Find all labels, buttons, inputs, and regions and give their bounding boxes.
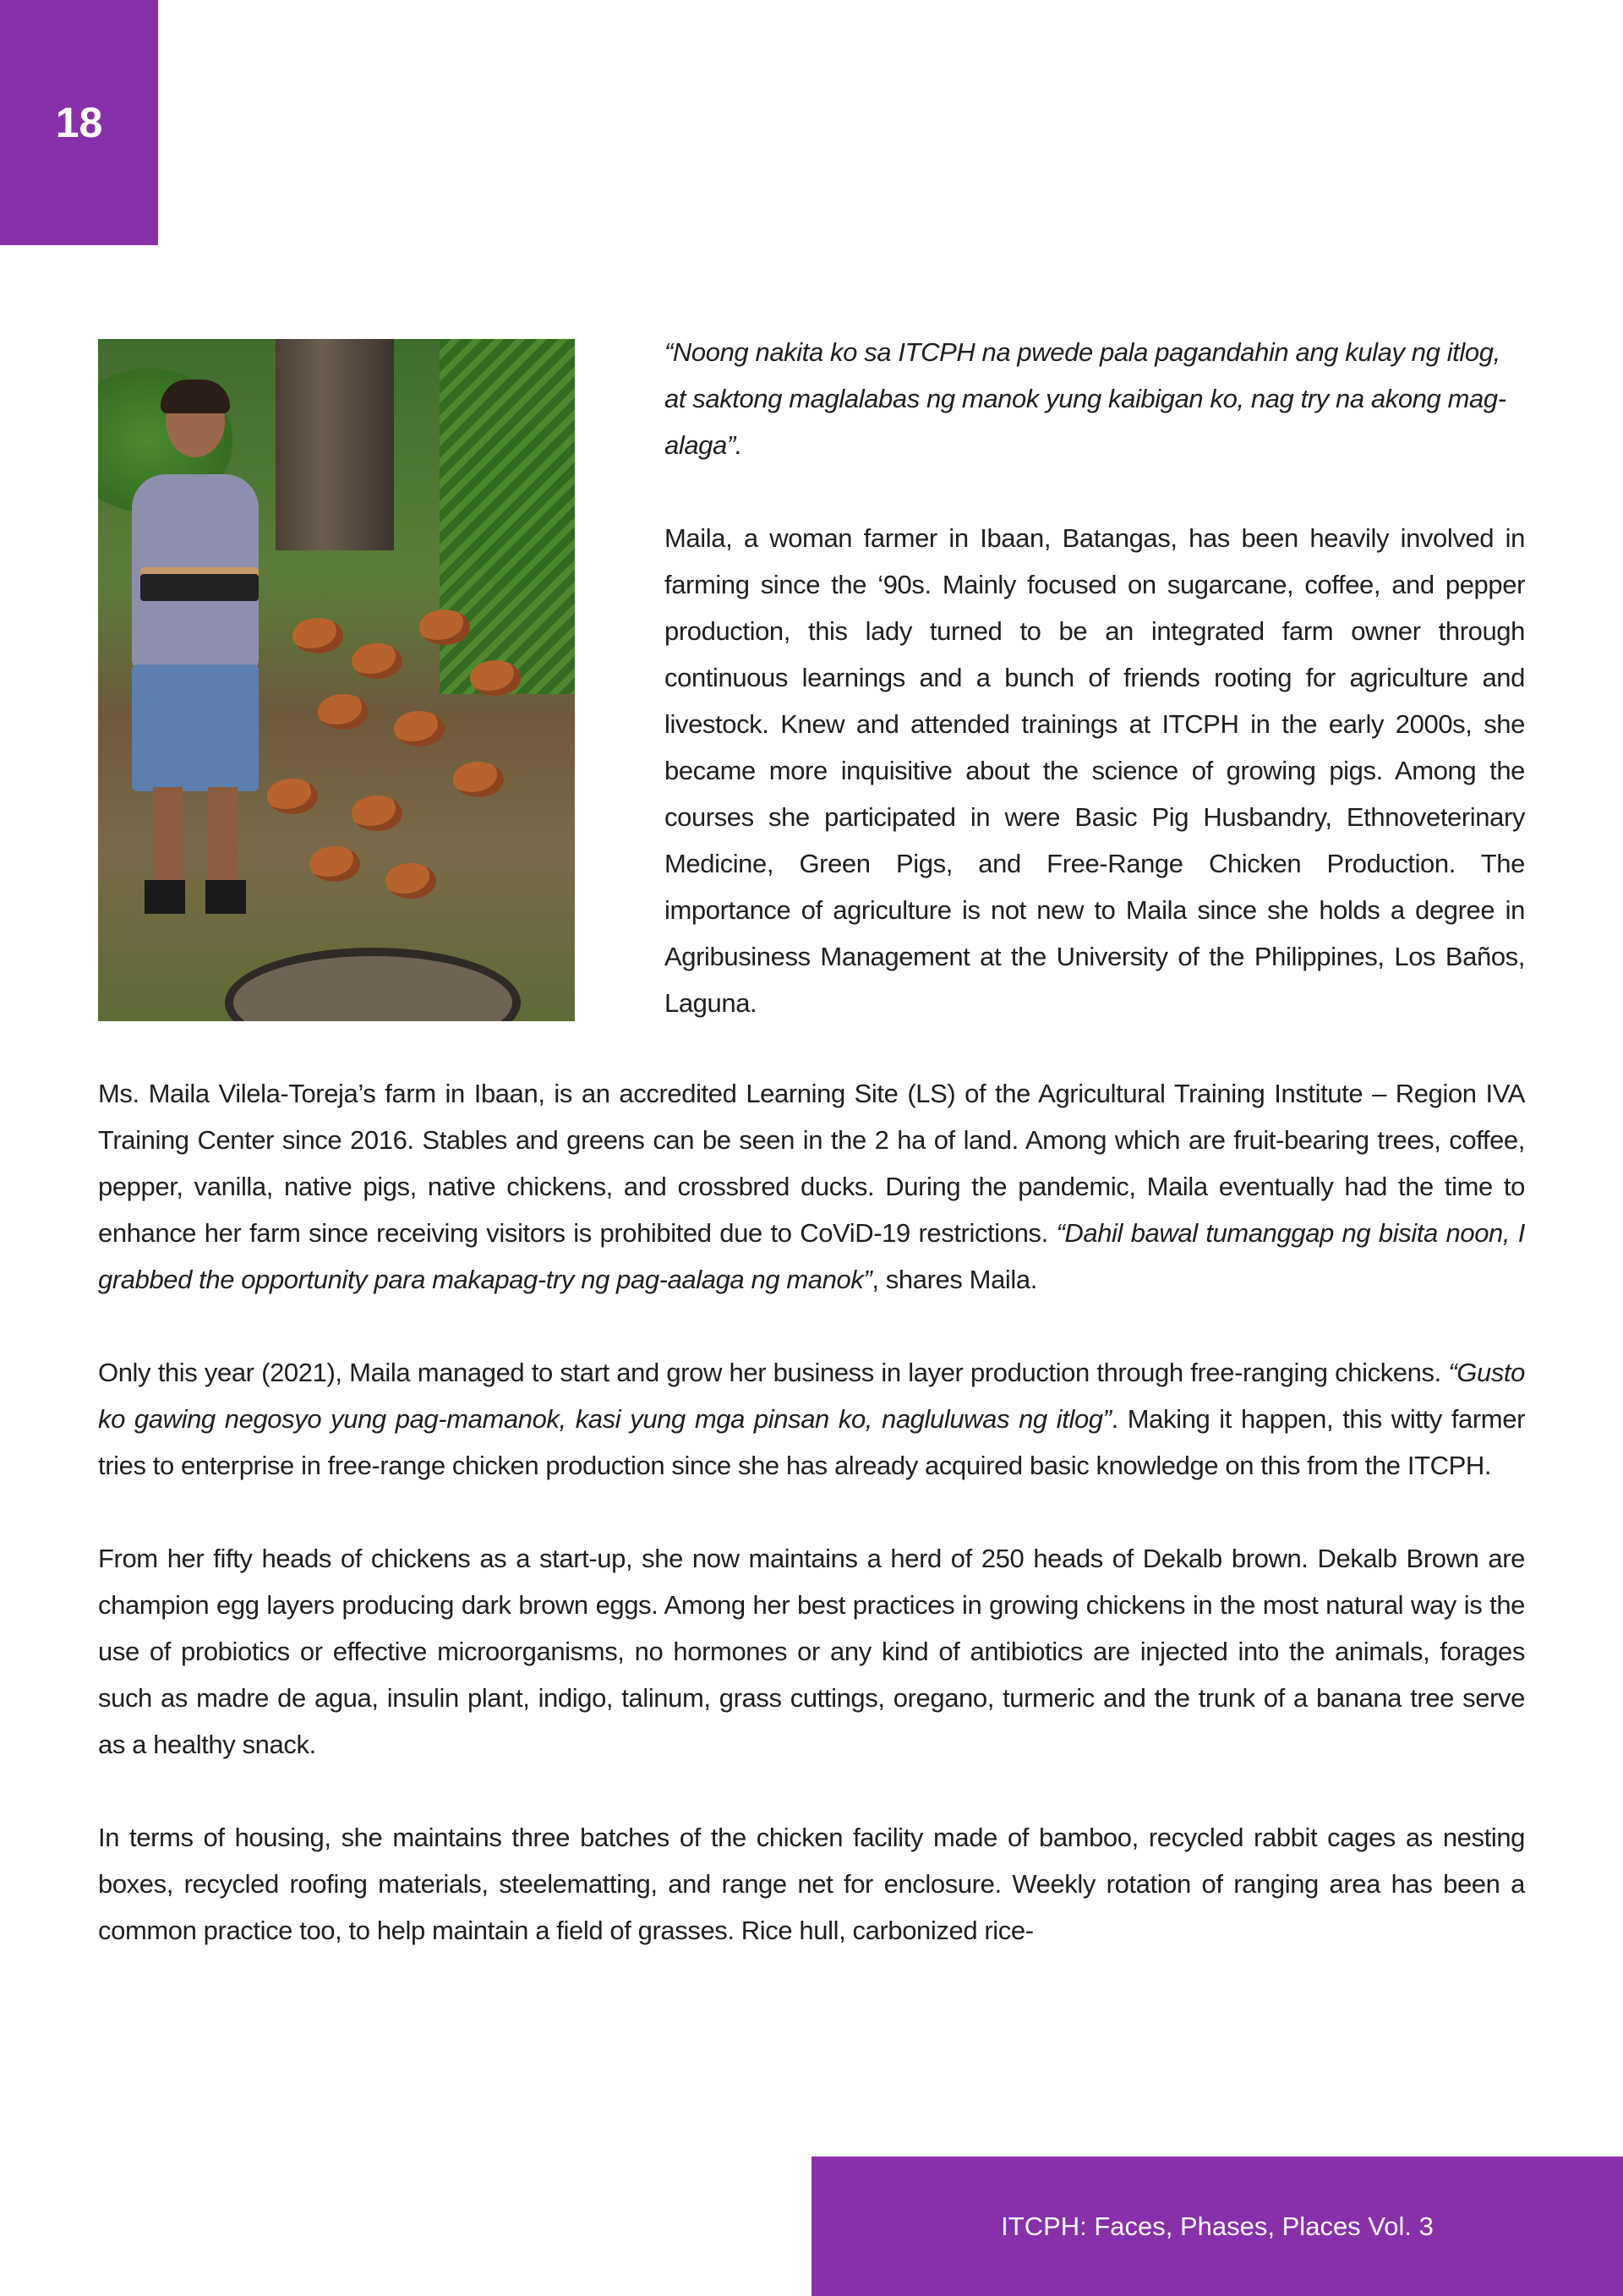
text: Ms. Maila Vilela-Toreja’s farm in Ibaan, is an accredited Learning Site (LS) of the Agricultural Training Institute – Region IVA Training Center since 2016. Stables and greens can be seen in the 2 ha of land. Among which are fruit-bearing trees, coffee, pepper, vanilla, native pigs, native chickens, and crossbred ducks. During the pandemic, Maila eventually had the time to enhance her farm since receiving visitors is prohibited due to CoViD-19 restrictions. [98,1079,1525,1248]
photo-chicken [352,643,402,679]
photo-chicken [318,694,369,730]
photo-chicken [419,610,470,645]
footer-banner [812,2157,1623,2296]
paragraph-business [98,1349,1525,1489]
farmer-photo [98,339,575,1021]
photo-woman-shoes [145,880,246,914]
paragraph-practices: From her fifty heads of chickens as a start-up, she now maintains a herd of 250 heads of Dekalb brown. Dekalb Brown are champion egg layers producing dark brown eggs. Among her best practices in growing chickens in the most natural way is the use of probiotics or effective microorganisms, no hormones or any kind of antibiotics are injected into the animals, forages such as madre de agua, insulin plant, indigo, talinum, grass cuttings, oregano, turmeric and the trunk of a banana tree serve as a healthy snack. [98,1544,1525,1759]
opening-quote: “Noong nakita ko sa ITCPH na pwede pala pagandahin ang kulay ng itlog, at saktong maglalabas ng manok yung kaibigan ko, nag try na akong mag-alaga”. [664,337,1506,460]
text: . Making it happen, this witty farmer tries to enterprise in free-range chicken production since she has already acquired basic knowledge on this from the ITCPH. [98,1404,1525,1480]
photo-shed [276,339,394,550]
photo-chicken [292,618,343,653]
paragraph-housing: In terms of housing, she maintains three batches of the chicken facility made of bamboo, recycled rabbit cages as nesting boxes, recycled roofing materials, steelematting, and range net for enclosure. Weekly rotation of ranging area has been a common practice too, to help maintain a field of grasses. Rice hull, carbonized rice- [98,1823,1525,1945]
photo-chicken [385,863,436,899]
photo-chicken [470,660,521,696]
photo-chicken [453,762,504,797]
inline-quote: “Dahil bawal tumanggap ng bisita noon, I grabbed the opportunity para makapag-try ng pag-aalaga ng manok” [98,1218,1525,1294]
photo-chicken [352,795,402,831]
text: , shares Maila. [872,1265,1037,1294]
photo-woman-shorts [132,664,259,791]
right-column [664,329,1525,1073]
inline-quote: “Gusto ko gawing negosyo yung pag-mamanok, kasi yung mga pinsan ko, nagluluwas ng itlog” [98,1358,1525,1434]
paragraph-farm [98,1070,1525,1303]
page-number: 18 [0,0,158,245]
photo-chicken [309,846,360,882]
photo-woman-legs [153,787,238,888]
photo-basin [225,948,521,1021]
photo-chicken [394,711,445,746]
photo-chicken [267,779,318,814]
photo-woman-hair [161,380,230,413]
photo-egg-tray [140,567,259,601]
body-text [98,1070,1525,2000]
intro-paragraph: Maila, a woman farmer in Ibaan, Batangas, has been heavily involved in farming since the ‘90s. Mainly focused on sugarcane, coffee, and pepper production, this lady turned to be an integrated farm owner through continuous learnings and a bunch of friends rooting for agriculture and livestock. Knew and attended trainings at ITCPH in the early 2000s, she became more inquisitive about the science of growing pigs. Among the courses she participated in were Basic Pig Husbandry, Ethnoveterinary Medicine, Green Pigs, and Free-Range Chicken Production. The importance of agriculture is not new to Maila since she holds a degree in Agribusiness Management at the University of the Philippines, Los Baños, Laguna. [664,523,1525,1018]
footer-title: ITCPH: Faces, Phases, Places Vol. 3 [1001,2211,1434,2241]
text: Only this year (2021), Maila managed to start and grow her business in layer production through free-ranging chickens. [98,1358,1449,1387]
